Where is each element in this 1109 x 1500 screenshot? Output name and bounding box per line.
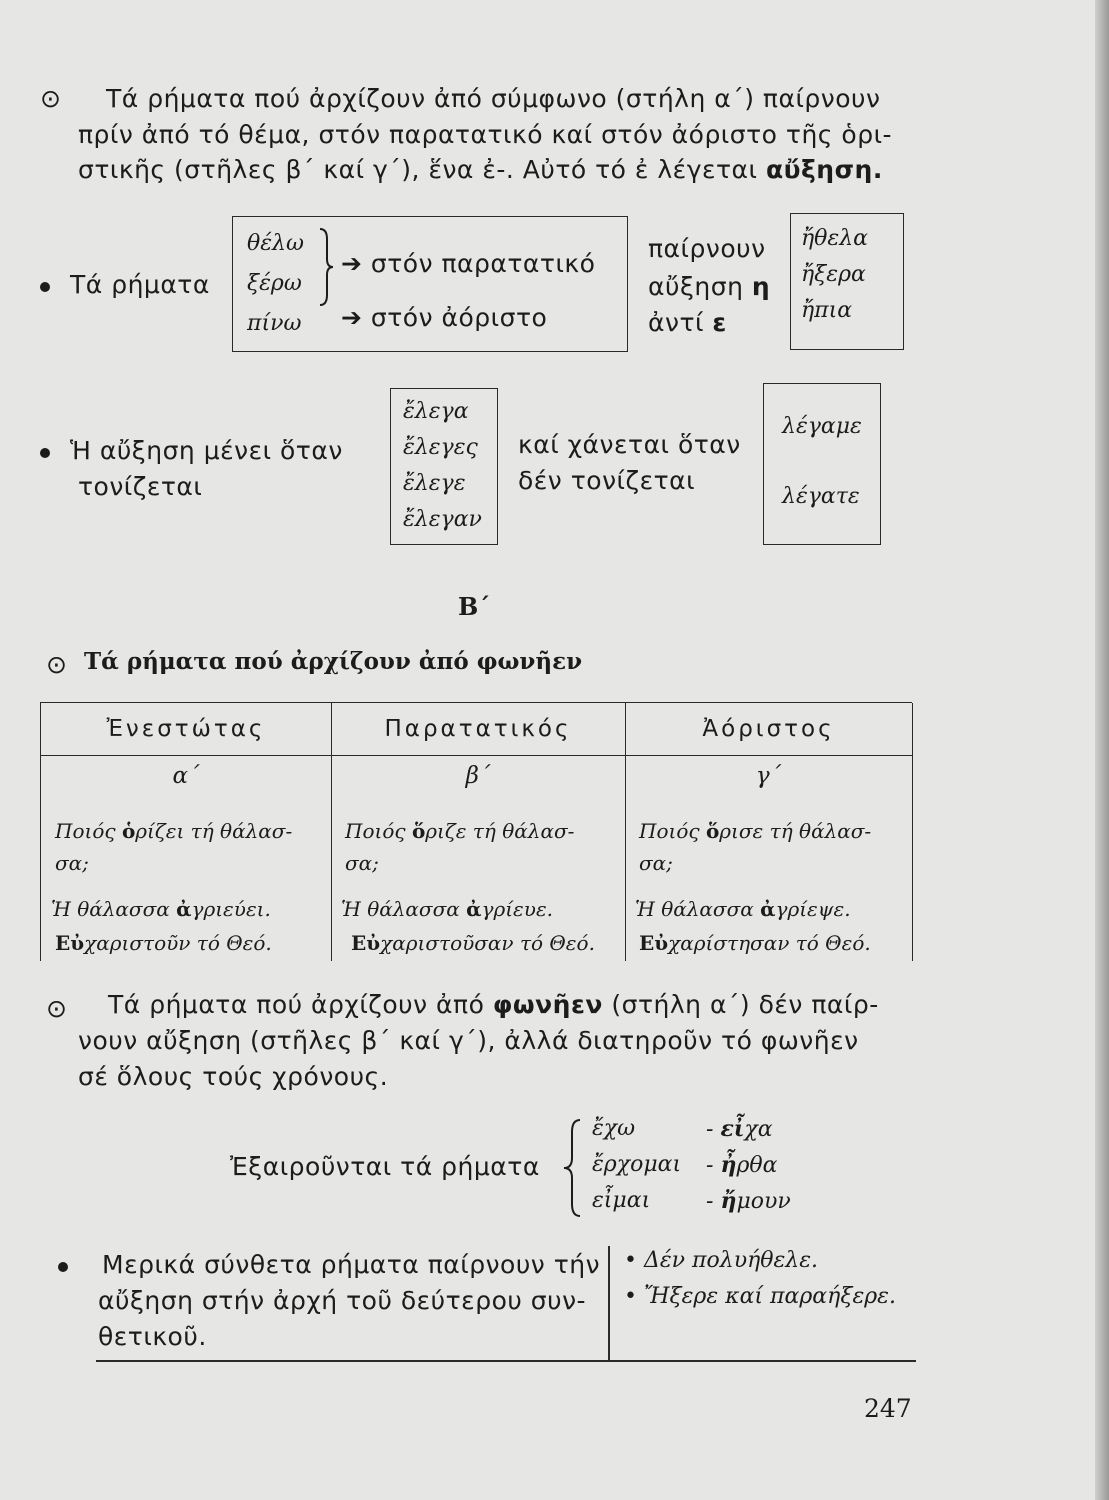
rule3-line-2: νουν αὔξηση (στῆλες β΄ καί γ΄), ἀλλά διατηροῦν τό φωνῆεν [78, 1026, 859, 1055]
rule1-note-eta: η [751, 272, 771, 301]
column-header: Ἐνεστώτας [41, 703, 331, 756]
example-text: Ἤξερε καί παραήξερε. [643, 1284, 896, 1309]
table-cell-question [55, 815, 323, 847]
rule1-note-instead: ἀντί [648, 308, 704, 337]
exception-present-1: ἔχω [592, 1116, 636, 1141]
rule1-verb-3: πίνω [247, 311, 302, 336]
column-header: Παρατατικός [331, 703, 625, 756]
dash: - [706, 1189, 714, 1214]
table-cell-sentence-2 [55, 927, 323, 959]
right-brace-icon [317, 227, 337, 307]
rule1-results-box [790, 213, 904, 350]
table-cell-question-end: σα; [345, 851, 379, 875]
section-letter: Β΄ [458, 592, 491, 621]
rule2-form-2: ἔλεγες [403, 435, 478, 460]
rule2-lead-line-2: τονίζεται [78, 472, 203, 501]
rule2-middle-line-1: καί χάνεται ὅταν [518, 430, 741, 459]
table-cell-sentence-2 [351, 927, 617, 959]
intro-term-augment: αὔξηση. [765, 155, 883, 184]
rule2-middle-line-2: δέν τονίζεται [518, 466, 696, 495]
rule1-note-epsilon: ε [712, 308, 727, 337]
column-header: Ἀόριστος [625, 703, 912, 756]
cell-bold-vowel: ἀ [176, 897, 192, 921]
rule4-divider [608, 1246, 610, 1360]
circle-dot-icon: ⊙ [40, 84, 62, 113]
cell-text: Ποιός [55, 819, 116, 843]
cell-text: χαρίστησαν τό Θεό. [668, 931, 871, 955]
rule4-line-2: αὔξηση στήν ἀρχή τοῦ δεύτερου συν- [98, 1286, 587, 1315]
verb-table [40, 702, 912, 961]
cell-bold-vowel: ὁ [121, 819, 136, 843]
table-cell-sentence [635, 893, 904, 925]
intro-line-3 [78, 155, 896, 184]
rule1-to-imperfect: ➔ στόν παρατατικό [341, 249, 596, 278]
cell-text: Ποιός [345, 819, 406, 843]
cell-text: γρίεψε. [775, 897, 851, 921]
rule4-line-1: Μερικά σύνθετα ρήματα παίρνουν τήν [102, 1250, 601, 1279]
cell-bold-vowel: ἀ [466, 897, 482, 921]
table-cell-question [639, 815, 904, 847]
page-number: 247 [864, 1394, 912, 1423]
cell-text: γριεύει. [191, 897, 271, 921]
exception-rest: χα [744, 1117, 773, 1142]
section-heading: Τά ρήματα πού ἀρχίζουν ἀπό φωνῆεν [84, 648, 583, 675]
exception-present-2: ἔρχομαι [592, 1152, 682, 1177]
exception-bold: ἦ [720, 1152, 737, 1178]
exception-bold: εἶ [720, 1116, 745, 1142]
table-column-present [41, 703, 332, 961]
cell-text: Ἡ θάλασσα [51, 897, 170, 921]
rule2-unstressed-1: λέγαμε [782, 414, 862, 439]
exceptions-lead: Ἐξαιροῦνται τά ρήματα [230, 1152, 540, 1181]
bullet-icon [58, 1262, 68, 1272]
dash: - [706, 1153, 714, 1178]
intro-symbol [40, 84, 61, 113]
circle-dot-icon: ⊙ [46, 994, 68, 1023]
intro-line-1: Τά ρήματα πού ἀρχίζουν ἀπό σύμφωνο (στήλη α΄) παίρνουν [106, 84, 881, 113]
rule3-term-vowel: φωνῆεν [492, 990, 603, 1019]
table-cell-question-end: σα; [639, 851, 673, 875]
page-spine-shadow [1095, 0, 1109, 1500]
column-label: γ΄ [755, 763, 782, 789]
exception-present-3: εἶμαι [592, 1188, 651, 1213]
rule1-to-aorist: ➔ στόν ἀόριστο [341, 303, 548, 332]
rule3-text: (στήλη α΄) δέν παίρ- [611, 990, 879, 1019]
rule2-form-1: ἔλεγα [403, 399, 469, 424]
table-cell-question-end: σα; [55, 851, 89, 875]
rule3-line-3: σέ ὅλους τούς χρόνους. [78, 1062, 389, 1091]
rule1-verb-2: ξέρω [247, 271, 302, 296]
rule4-example-2: • Ἤξερε καί παραήξερε. [624, 1284, 896, 1309]
bullet-icon [40, 448, 50, 458]
rule1-note-line-2 [648, 272, 770, 301]
rule1-note-word: αὔξηση [648, 272, 744, 301]
cell-bold-vowel: ὅ [411, 819, 426, 843]
rule2-form-4: ἔλεγαν [403, 507, 482, 532]
cell-text: ρισε τή θάλασ- [719, 819, 872, 843]
table-cell-question [345, 815, 617, 847]
cell-text: Ἡ θάλασσα [341, 897, 460, 921]
cell-text: Ἡ θάλασσα [635, 897, 754, 921]
rule2-unstressed-2: λέγατε [782, 484, 860, 509]
cell-bold-vowel: ὅ [705, 819, 720, 843]
column-label: α΄ [172, 763, 200, 789]
intro-line-2: πρίν ἀπό τό θέμα, στόν παρατατικό καί στόν ἀόριστο τῆς ὁρι- [78, 120, 893, 149]
rule1-result-1: ἤθελα [801, 226, 869, 251]
rule2-stressed-box [390, 388, 498, 545]
table-column-aorist [625, 703, 913, 961]
exception-past-3 [706, 1188, 791, 1214]
rule1-note-line-3 [648, 308, 727, 337]
cell-text: χαριστοῦν τό Θεό. [84, 931, 272, 955]
rule1-verbs-box [232, 216, 628, 352]
rule2-lead-line-1: Ἡ αὔξηση μένει ὅταν [70, 436, 343, 465]
rule3-text: Τά ρήματα πού ἀρχίζουν ἀπό [108, 990, 485, 1019]
column-label: β΄ [465, 763, 491, 789]
bullet-icon [40, 282, 50, 292]
exception-rest: μουν [736, 1189, 791, 1214]
rule3-symbol [46, 994, 67, 1023]
left-brace-icon [560, 1118, 584, 1218]
exception-past-2 [706, 1152, 777, 1178]
table-column-imperfect [331, 703, 626, 961]
exception-bold: ἤ [720, 1188, 737, 1214]
exception-past-1 [706, 1116, 773, 1142]
cell-text: ρίζει τή θάλασ- [135, 819, 293, 843]
rule2-unstressed-box [763, 383, 881, 545]
rule1-verb-1: θέλω [247, 231, 304, 256]
table-cell-sentence-2 [639, 927, 904, 959]
table-cell-sentence [341, 893, 617, 925]
intro-line-3-text: στικῆς (στῆλες β΄ καί γ΄), ἕνα ἐ-. Αὐτό τό ἐ λέγεται [78, 155, 758, 184]
cell-text: χαριστοῦσαν τό Θεό. [380, 931, 595, 955]
rule4-underline [96, 1360, 916, 1362]
rule1-result-2: ἤξερα [801, 262, 866, 287]
rule1-lead: Τά ρήματα [70, 270, 210, 299]
cell-bold-vowel: ἀ [760, 897, 776, 921]
rule1-note-line-1: παίρνουν [648, 234, 766, 263]
exception-rest: ρθα [736, 1153, 778, 1178]
table-cell-sentence [51, 893, 323, 925]
cell-bold-vowel: Εὐ [639, 931, 669, 955]
circle-dot-icon: ⊙ [46, 650, 68, 679]
rule4-line-3: θετικοῦ. [98, 1322, 207, 1351]
cell-text: γρίευε. [481, 897, 554, 921]
cell-text: Ποιός [639, 819, 700, 843]
cell-bold-vowel: Εὐ [351, 931, 381, 955]
rule1-result-3: ἤπια [801, 298, 853, 323]
rule3-line-1 [108, 990, 908, 1019]
rule4-example-1: • Δέν πολυήθελε. [624, 1248, 819, 1273]
section-heading-symbol [46, 650, 67, 679]
cell-text: ριζε τή θάλασ- [425, 819, 575, 843]
rule2-form-3: ἔλεγε [403, 471, 466, 496]
example-text: Δέν πολυήθελε. [643, 1248, 819, 1273]
dash: - [706, 1117, 714, 1142]
cell-bold-vowel: Εὐ [55, 931, 85, 955]
